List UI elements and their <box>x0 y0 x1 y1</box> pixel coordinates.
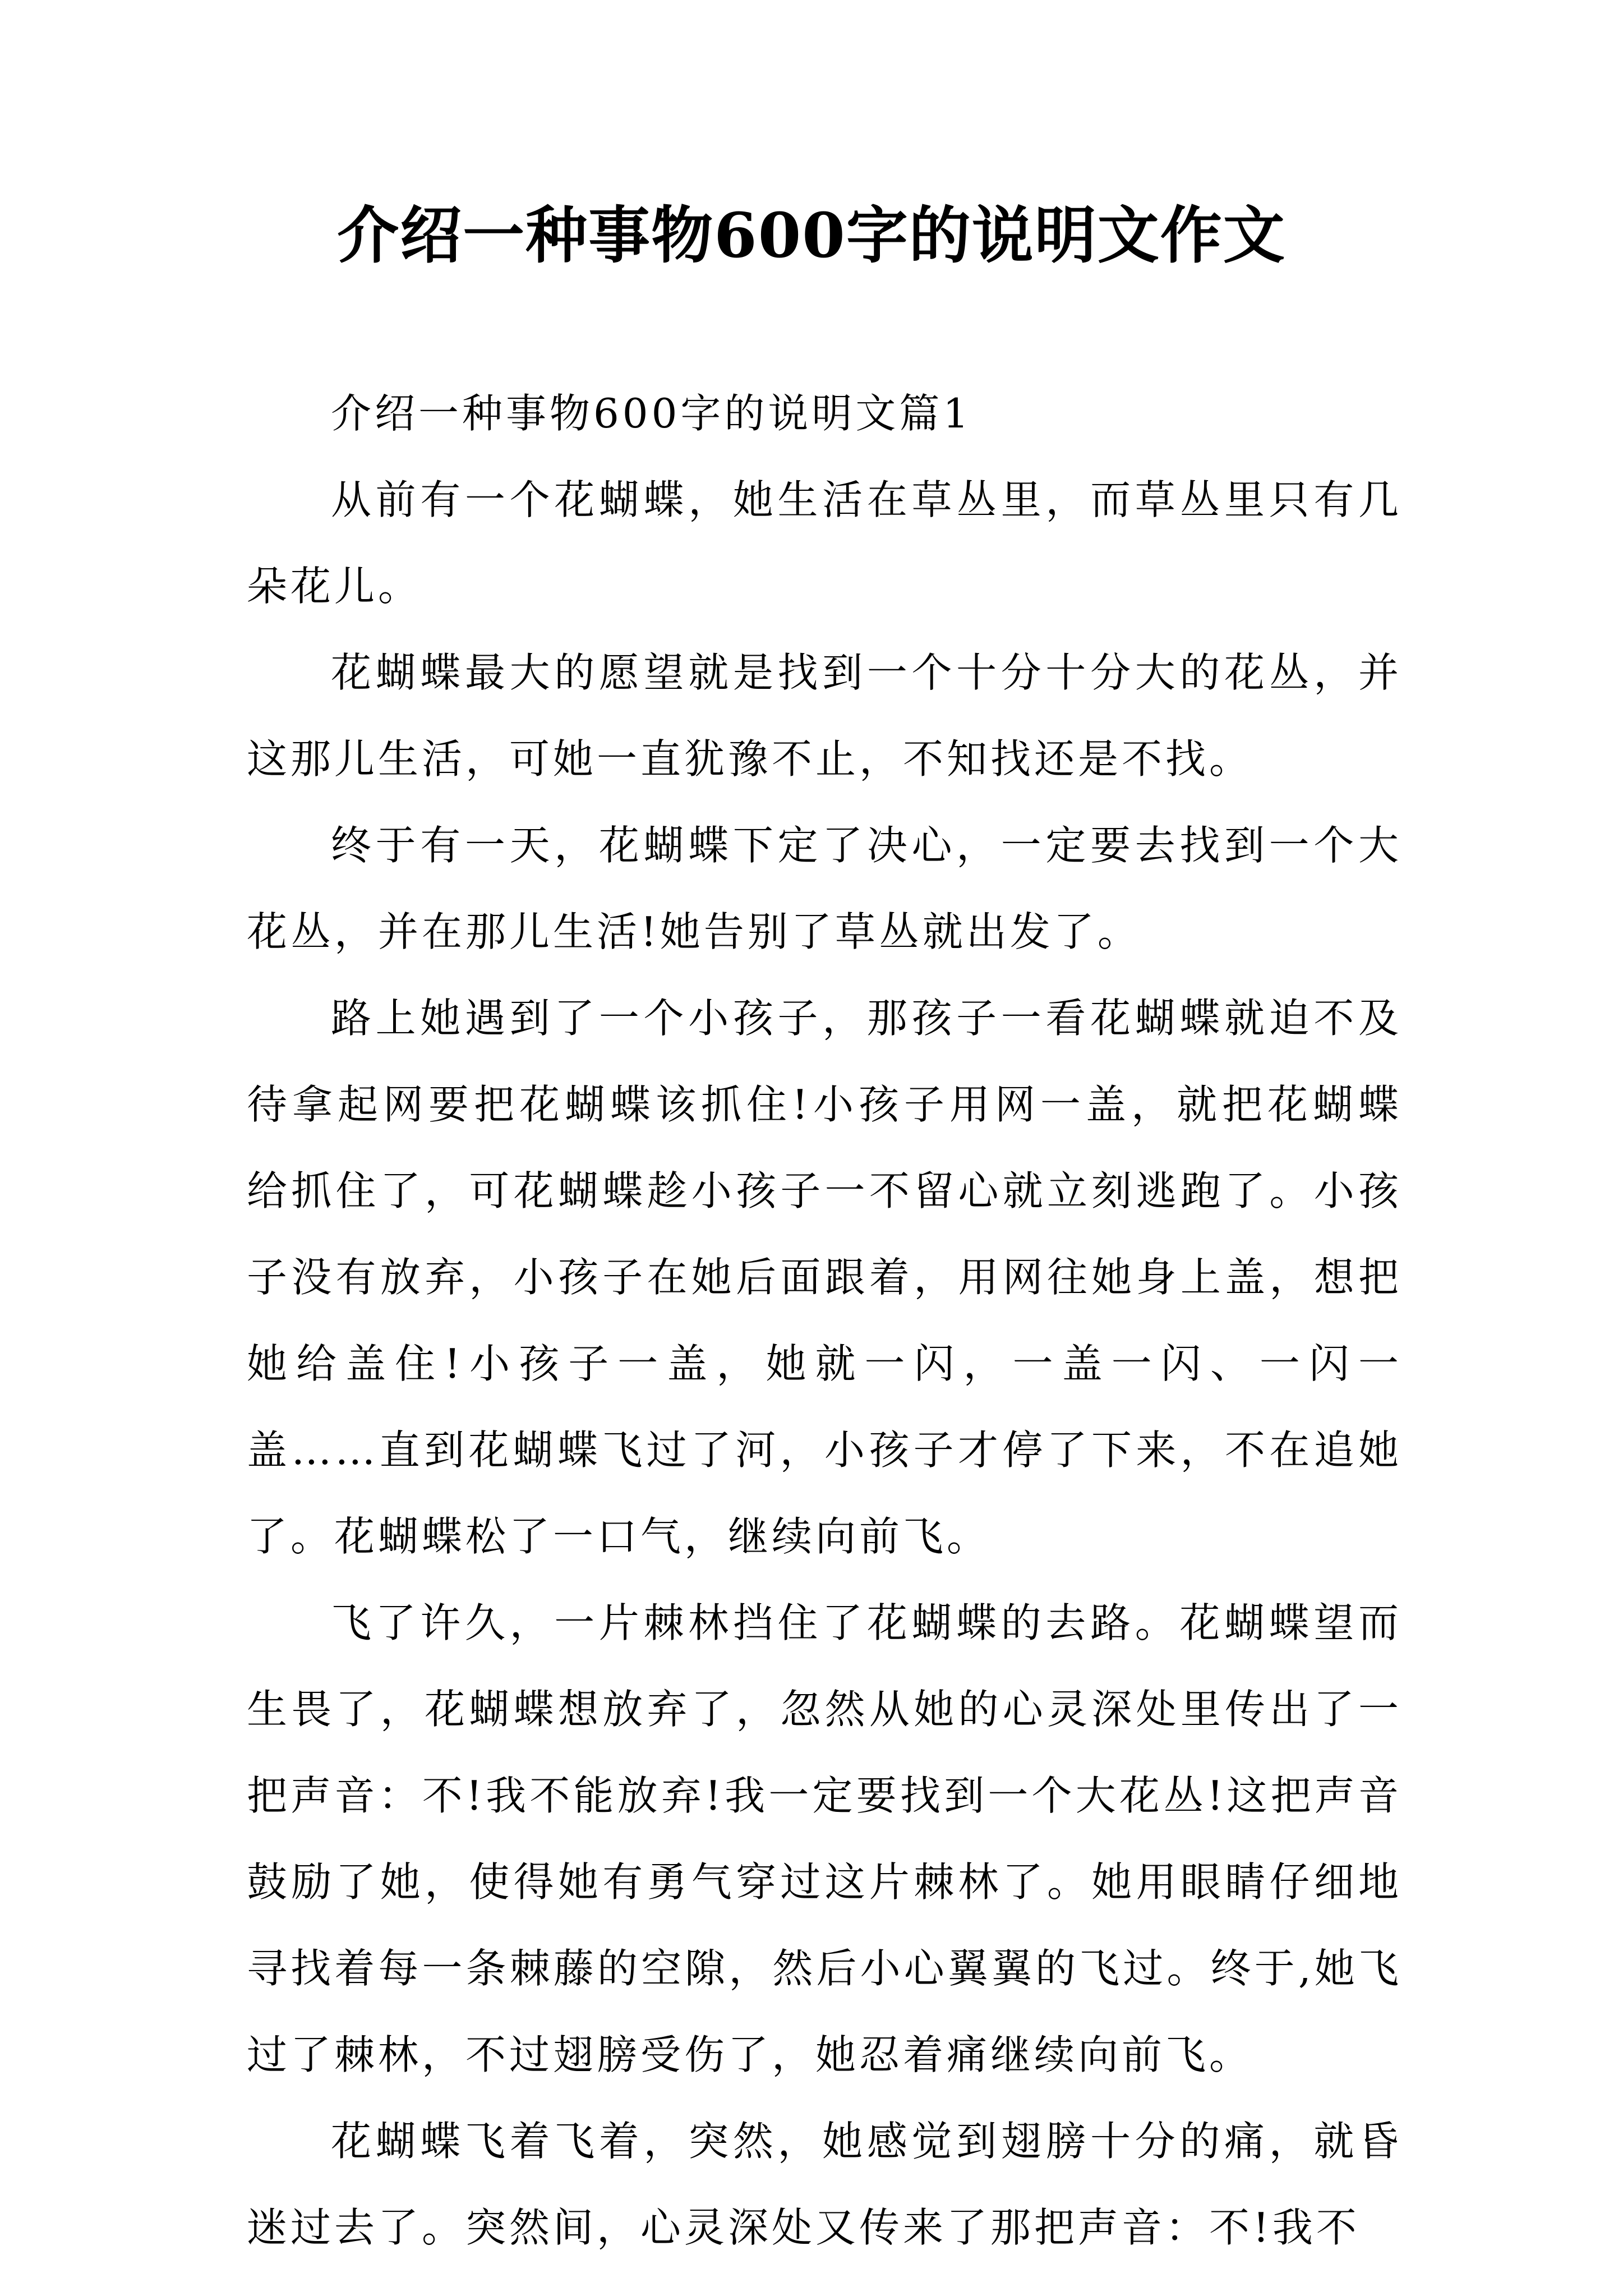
paragraph-5: 飞了许久，一片棘林挡住了花蝴蝶的去路。花蝴蝶望而生畏了，花蝴蝶想放弃了，忽然从她的心灵深处里传出了一把声音：不!我不能放弃!我一定要找到一个大花丛!这把声音鼓励了她，使得她有勇气穿过这片棘林了。她用眼睛仔细地寻找着每一条棘藤的空隙，然后小心翼翼的飞过。终于,她飞过了棘林，不过翅膀受伤了，她忍着痛继续向前飞。 <box>247 1599 1402 2078</box>
document-body <box>247 370 1402 2271</box>
paragraph-4: 路上她遇到了一个小孩子，那孩子一看花蝴蝶就迫不及待拿起网要把花蝴蝶该抓住!小孩子用网一盖，就把花蝴蝶给抓住了，可花蝴蝶趁小孩子一不留心就立刻逃跑了。小孩子没有放弃，小孩子在她后面跟着，用网往她身上盖，想把她给盖住!小孩子一盖，她就一闪，一盖一闪、一闪一盖……直到花蝴蝶飞过了河，小孩子才停了下来，不在追她了。花蝴蝶松了一口气，继续向前飞。 <box>247 995 1402 1560</box>
paragraph-3: 终于有一天，花蝴蝶下定了决心，一定要去找到一个大花丛，并在那儿生活!她告别了草丛就出发了。 <box>247 822 1402 955</box>
paragraph-2: 花蝴蝶最大的愿望就是找到一个十分十分大的花丛，并这那儿生活，可她一直犹豫不止，不知找还是不找。 <box>247 649 1402 783</box>
paragraph-6: 花蝴蝶飞着飞着，突然，她感觉到翅膀十分的痛，就昏迷过去了。突然间，心灵深处又传来了那把声音：不!我不 <box>247 2118 1402 2251</box>
paragraph-1: 从前有一个花蝴蝶，她生活在草丛里，而草丛里只有几朵花儿。 <box>247 476 1402 610</box>
section-heading: 介绍一种事物600字的说明文篇1 <box>331 390 972 437</box>
document-title: 介绍一种事物600字的说明文作文 <box>337 199 1286 272</box>
